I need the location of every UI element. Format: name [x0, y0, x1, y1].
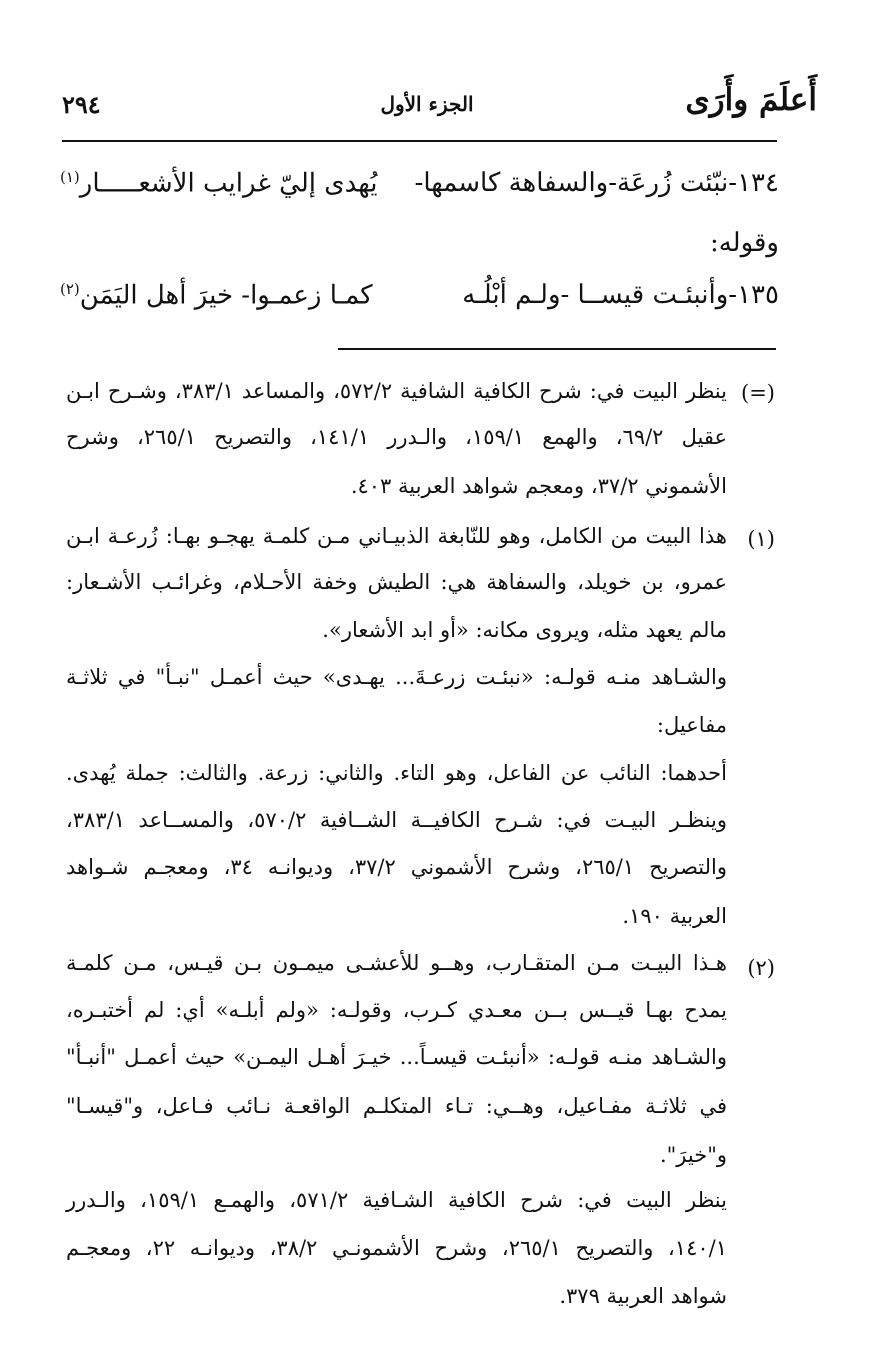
verse-second-half: يُهدى إليّ غرايب الأشعـــــار$^{(١)}$ — [60, 168, 378, 199]
verse-intro: وقوله: — [709, 228, 779, 258]
footnote-line: ينظر البيت في: شرح الكافية الشـافية ٥٧١/٢، والهمـع ١٥٩/١، والـدرر — [66, 1188, 727, 1212]
footnote-ref: (٢) — [60, 280, 80, 298]
footnote-line: والشـاهد منـه قولـه: «أنبئـت قيسـاً... خيـرَ أهـل اليمـن» حيث أعمـل "أنبـأ" — [66, 1045, 727, 1069]
book-title: أَعلَمَ وأَرَى — [685, 82, 817, 118]
footnote-line: هذا البيت من الكامل، وهو للنّابغة الذبيـاني مـن كلمـة يهجـو بهـا: زُرعـة ابـن — [66, 524, 727, 548]
footnote-line: أحدهما: النائب عن الفاعل، وهو التاء. والثاني: زرعة. والثالث: جملة يُهدى. — [66, 761, 727, 785]
volume-label: الجزء الأول — [380, 92, 474, 116]
footnote-marker: (٢) — [747, 956, 775, 980]
footnote-line: عقيل ٦٩/٢، والهمع ١٥٩/١، والـدرر ١٤١/١، والتصريح ٢٦٥/١، وشرح — [66, 425, 727, 449]
footnote-line: يمدح بهـا قيــس بــن معـدي كـرب، وقولـه: «ولم أبلـه» أي: لم أختبـره، — [66, 998, 727, 1022]
verse-first-half: ١٣٥-وأنبئـت قيســا -ولـم أبْلُـه — [462, 280, 779, 310]
footnote-line: ينظر البيت في: شرح الكافية الشافية ٥٧٢/٢، والمساعد ٣٨٣/١، وشـرح ابـن — [66, 379, 727, 403]
footnote-line: في ثلاثـة مفـاعيل، وهــي: تـاء المتكلـم الواقعـة نـائب فـاعل، و"قيسـا" — [66, 1094, 727, 1118]
footnote-line: عمرو، بن خويلد، والسفاهة هي: الطيش وخفة الأحـلام، وغرائـب الأشـعار: — [66, 570, 727, 594]
footnote-marker: (١) — [747, 527, 775, 551]
footnote-line: والتصريح ٢٦٥/١، وشرح الأشموني ٣٧/٢، وديوانـه ٣٤، ومعجـم شـواهد — [66, 855, 727, 879]
footnote-line: مالم يعهد مثله، ويروى مكانه: «أو ابد الأشعار». — [322, 618, 727, 642]
page-header — [62, 82, 817, 132]
footnote-line: الأشموني ٣٧/٢، ومعجم شواهد العربية ٤٠٣. — [350, 474, 727, 498]
verse-second-half: كمـا زعمـوا- خيرَ أهل اليَمَن$^{(٢)}$ — [60, 280, 373, 311]
footnote-line: العربية ١٩٠. — [622, 904, 727, 928]
footnote-line: مفاعيل: — [656, 713, 727, 737]
verse-134 — [60, 168, 779, 208]
footnote-separator — [338, 348, 776, 350]
verse-first-half: ١٣٤-نبّئت زُرعَة-والسفاهة كاسمها- — [414, 168, 779, 198]
footnote-line: هـذا البيـت مـن المتقـارب، وهــو للأعشـى ميمـون بـن قيـس، مـن كلمـة — [66, 951, 727, 975]
header-rule — [62, 140, 777, 142]
page-number: ٢٩٤ — [62, 90, 101, 119]
footnote-line: شواهد العربية ٣٧٩. — [559, 1284, 727, 1308]
footnote-line: وينظـر البيـت في: شـرح الكافيــة الشــافية ٥٧٠/٢، والمســاعد ٣٨٣/١، — [66, 808, 728, 832]
footnote-line: والشـاهد منـه قولـه: «نبئـت زرعـةَ... يهـدى» حيث أعمـل "نبـأ" في ثلاثـة — [66, 665, 727, 689]
footnote-line: ١٤٠/١، والتصريح ٢٦٥/١، وشرح الأشمونـي ٣٨/٢، وديوانـه ٢٢، ومعجـم — [66, 1236, 727, 1260]
footnote-ref: (١) — [60, 168, 80, 186]
verse-135 — [60, 280, 779, 320]
footnote-line: و"خيرَ". — [659, 1143, 727, 1167]
footnote-marker: (=) — [741, 381, 775, 405]
